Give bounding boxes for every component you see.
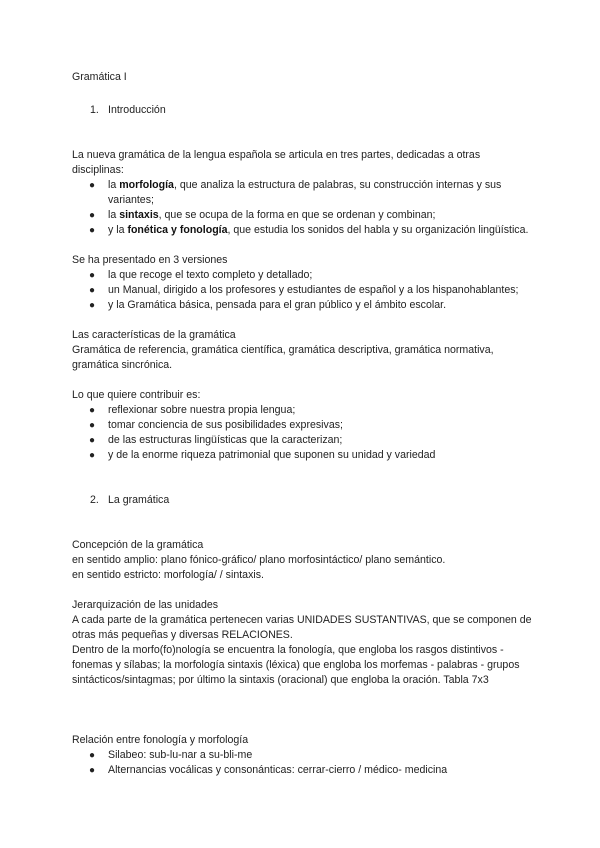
jerarquizacion-heading: Jerarquización de las unidades bbox=[72, 599, 219, 611]
list-item-bold: sintaxis bbox=[119, 209, 159, 221]
list-item bbox=[72, 208, 532, 223]
characteristics-heading: Las características de la gramática bbox=[72, 329, 236, 341]
list-item-text-post: , que estudia los sonidos del habla y su organización lingüística. bbox=[227, 224, 529, 236]
list-item bbox=[72, 298, 532, 313]
relacion-list bbox=[72, 748, 532, 778]
list-item-text: Alternancias vocálicas y consonánticas: cerrar-cierro / médico- medicina bbox=[108, 764, 448, 776]
list-item bbox=[72, 748, 532, 763]
list-item-text: de las estructuras lingüísticas que la caracterizan; bbox=[108, 434, 343, 446]
list-item bbox=[72, 283, 532, 298]
versions-list bbox=[72, 268, 532, 313]
list-item-bold: fonética y fonología bbox=[127, 224, 228, 236]
jerarquizacion-para-2: Dentro de la morfo(fo)nología se encuentra la fonología, que engloba los rasgos distintivos - fonemas y sílabas; la morfología sintaxis (léxica) que engloba los morfemas - palabras - grupos sintácticos/sintagmas; por último la sintaxis (oracional) que engloba la oración. Tabla 7x3 bbox=[72, 644, 520, 686]
contribute-lead: Lo que quiere contribuir es: bbox=[72, 389, 201, 401]
concepcion-heading: Concepción de la gramática bbox=[72, 539, 204, 551]
list-item-bold: morfología bbox=[119, 179, 174, 191]
bullet-icon: ● bbox=[89, 270, 96, 281]
list-item-text-post: , que se ocupa de la forma en que se ordenan y combinan; bbox=[158, 209, 436, 221]
list-item-text: y la Gramática básica, pensada para el gran público y el ámbito escolar. bbox=[108, 299, 447, 311]
bullet-icon: ● bbox=[89, 180, 96, 191]
list-item-text: un Manual, dirigido a los profesores y estudiantes de español y a los hispanohablantes; bbox=[108, 284, 519, 296]
list-item bbox=[72, 178, 532, 208]
list-item bbox=[72, 418, 532, 433]
concepcion-line-estricto: en sentido estricto: morfología/ / sintaxis. bbox=[72, 569, 264, 581]
document-page bbox=[72, 70, 532, 778]
list-item bbox=[72, 763, 532, 778]
bullet-icon: ● bbox=[89, 405, 96, 416]
section-label: La gramática bbox=[108, 494, 170, 506]
versions-lead: Se ha presentado en 3 versiones bbox=[72, 254, 228, 266]
bullet-icon: ● bbox=[89, 285, 96, 296]
bullet-icon: ● bbox=[89, 300, 96, 311]
list-item bbox=[72, 268, 532, 283]
section-heading-introduccion bbox=[72, 103, 532, 118]
list-item-text: tomar conciencia de sus posibilidades expresivas; bbox=[108, 419, 343, 431]
concepcion-line-amplio: en sentido amplio: plano fónico-gráfico/ plano morfosintáctico/ plano semántico. bbox=[72, 554, 446, 566]
bullet-icon: ● bbox=[89, 225, 96, 236]
document-title: Gramática I bbox=[72, 71, 127, 83]
list-item-text-pre: la bbox=[108, 209, 120, 221]
list-item-text: y de la enorme riqueza patrimonial que suponen su unidad y variedad bbox=[108, 449, 436, 461]
list-item-text: la que recoge el texto completo y detallado; bbox=[108, 269, 313, 281]
list-item-text-pre: la bbox=[108, 179, 120, 191]
section-heading-la-gramatica bbox=[72, 493, 532, 508]
list-item-text-pre: y la bbox=[108, 224, 128, 236]
list-item-text: Silabeo: sub-lu-nar a su-bli-me bbox=[108, 749, 253, 761]
list-item bbox=[72, 403, 532, 418]
bullet-icon: ● bbox=[89, 750, 96, 761]
bullet-icon: ● bbox=[89, 765, 96, 776]
jerarquizacion-para-1: A cada parte de la gramática pertenecen varias UNIDADES SUSTANTIVAS, que se componen de otras más pequeñas y diversas RELACIONES. bbox=[72, 614, 532, 641]
section-label: Introducción bbox=[108, 104, 166, 116]
list-item-text: reflexionar sobre nuestra propia lengua; bbox=[108, 404, 296, 416]
characteristics-text: Gramática de referencia, gramática científica, gramática descriptiva, gramática normativa, gramática sincrónica. bbox=[72, 344, 494, 371]
list-item bbox=[72, 448, 532, 463]
list-item-text-post: , que analiza la estructura de palabras, su construcción internas y sus variantes; bbox=[108, 179, 502, 206]
contribute-list bbox=[72, 403, 532, 463]
bullet-icon: ● bbox=[89, 450, 96, 461]
list-item bbox=[72, 223, 532, 238]
bullet-icon: ● bbox=[89, 435, 96, 446]
bullet-icon: ● bbox=[89, 420, 96, 431]
intro-lead: La nueva gramática de la lengua española se articula en tres partes, dedicadas a otras disciplinas: bbox=[72, 149, 481, 176]
section-number: 2. bbox=[90, 494, 99, 506]
list-item bbox=[72, 433, 532, 448]
bullet-icon: ● bbox=[89, 210, 96, 221]
relacion-heading: Relación entre fonología y morfología bbox=[72, 734, 249, 746]
intro-parts-list bbox=[72, 178, 532, 238]
section-number: 1. bbox=[90, 104, 99, 116]
